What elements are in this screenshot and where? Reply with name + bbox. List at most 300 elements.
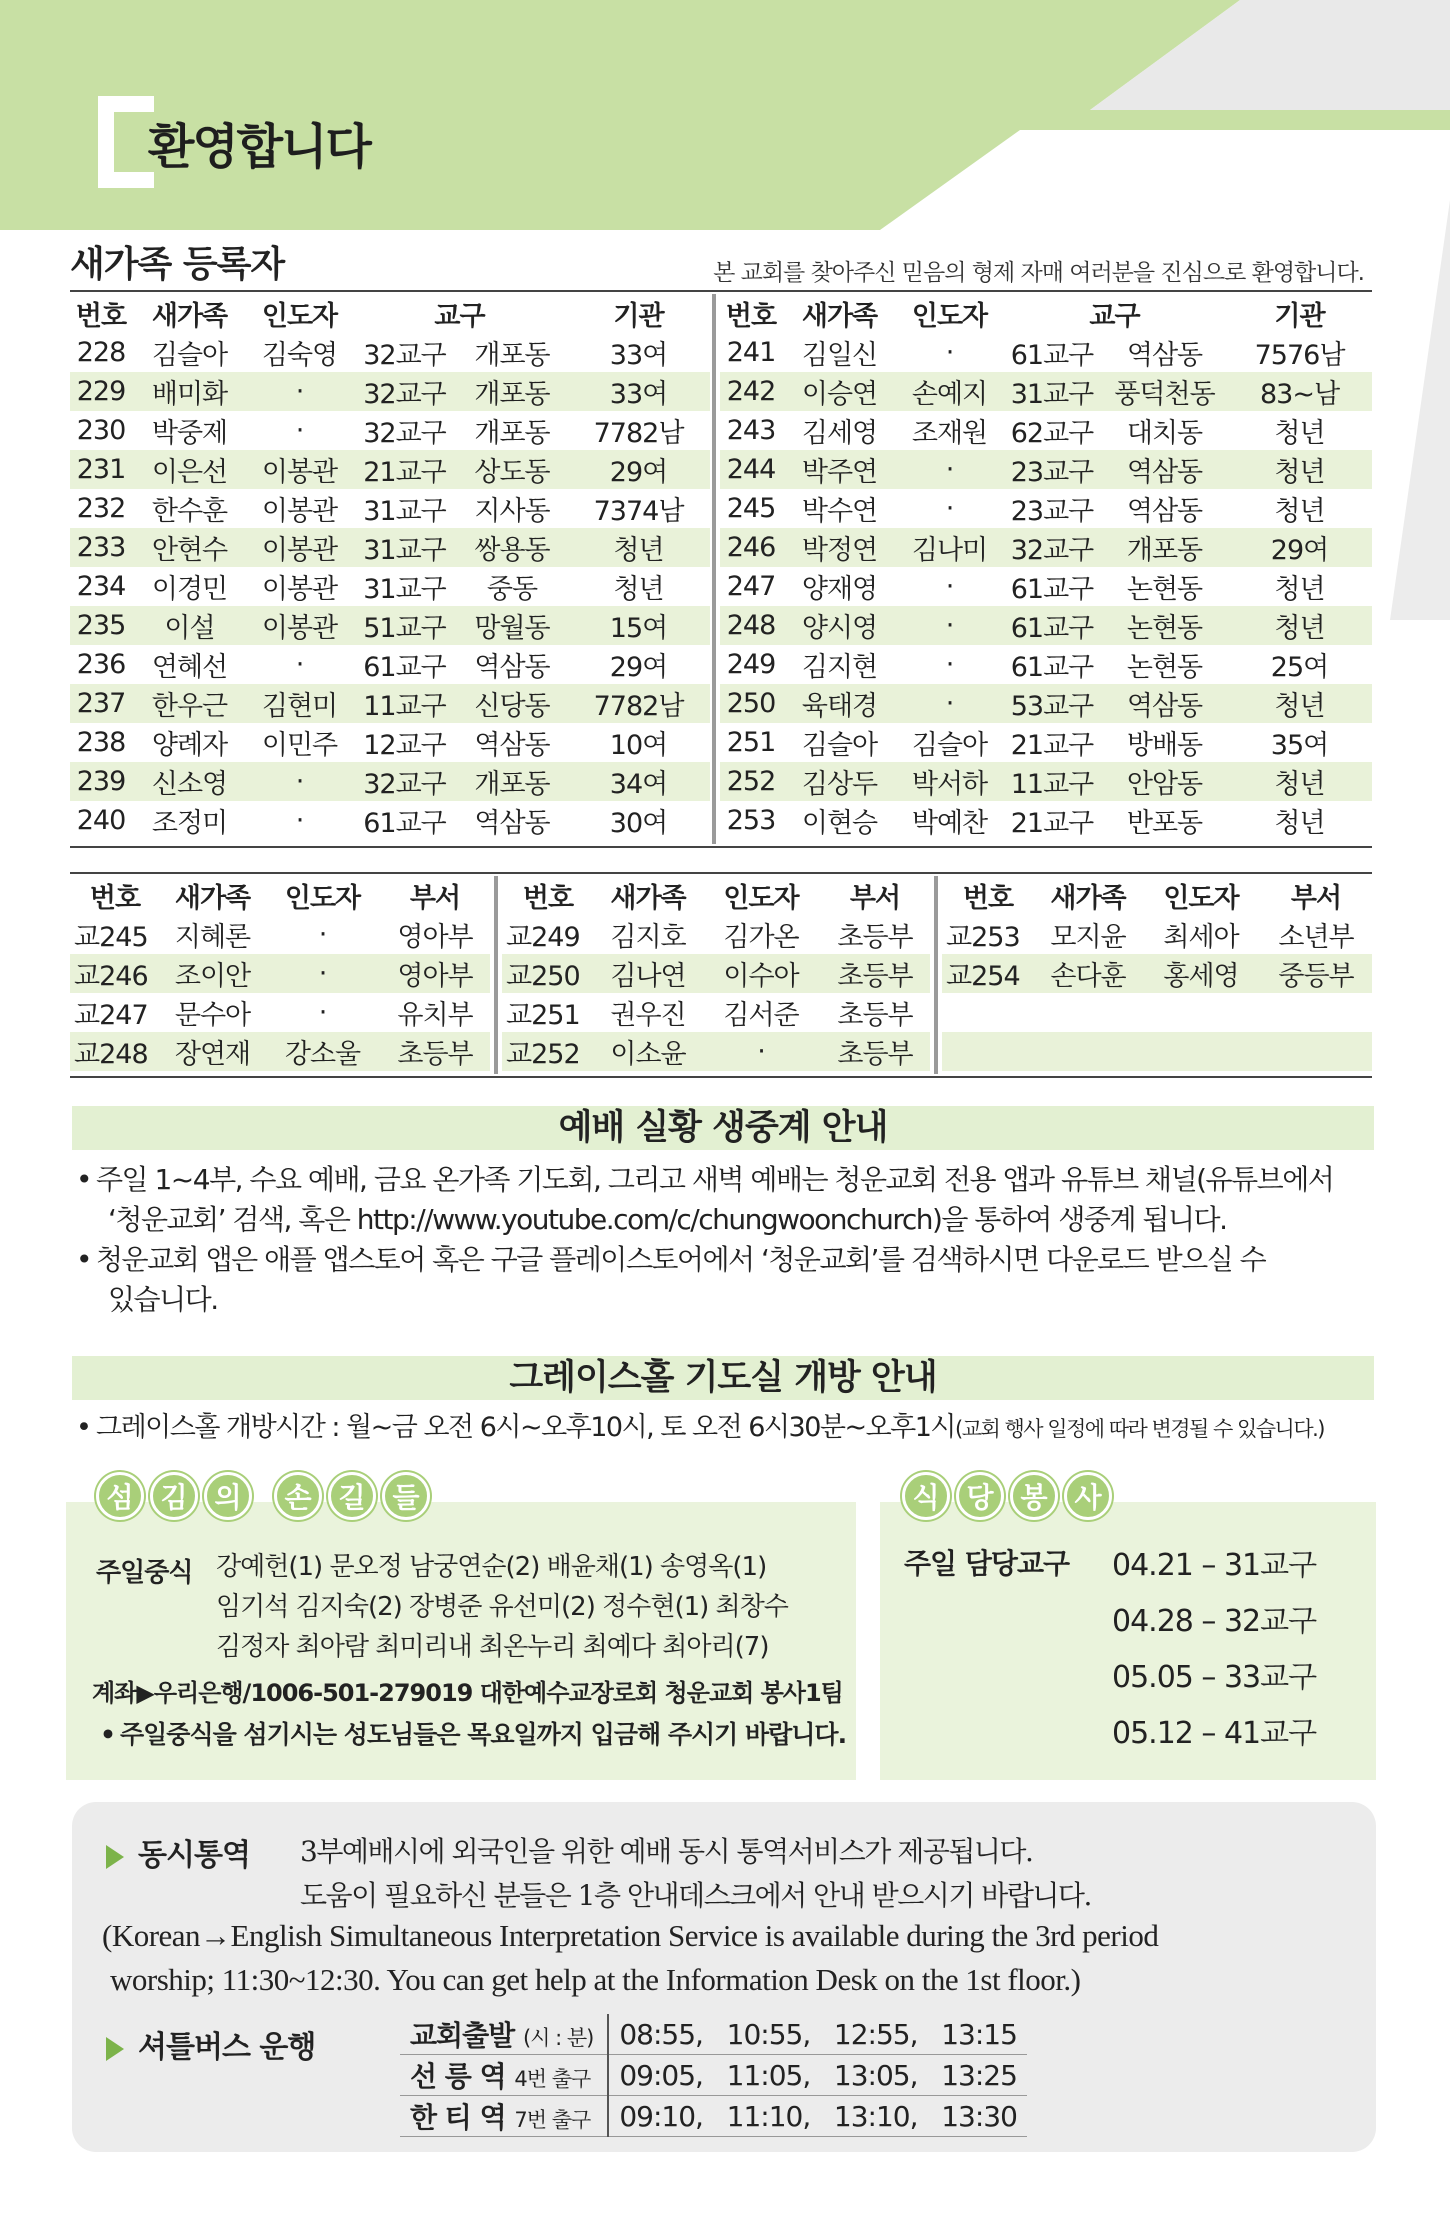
table-cell: 32교구 <box>363 340 446 371</box>
shuttle-stop-note: (시 : 분) <box>522 2026 594 2050</box>
table-cell: · <box>318 919 327 950</box>
table-cell: 교246 <box>70 954 160 993</box>
table-cell: 유치부 <box>397 1000 473 1031</box>
table-cell: 31교구 <box>352 528 457 567</box>
dining-badge: 당 <box>956 1472 1004 1520</box>
table-row <box>70 1032 490 1071</box>
broadcast-text <box>76 1160 1376 1320</box>
table-cell: 역삼동 <box>1126 340 1203 371</box>
table-cell: 7576남 <box>1254 340 1345 371</box>
table-cell: 역삼동 <box>1102 450 1227 489</box>
col-guide: 인도자 <box>723 883 799 914</box>
play-arrow-icon <box>106 2037 124 2061</box>
table-cell: 청년 <box>1227 762 1372 801</box>
table-row <box>720 801 1372 840</box>
table-cell: 250 <box>720 684 782 723</box>
table-row <box>70 723 710 762</box>
corner-decoration <box>1370 200 1450 620</box>
table-row <box>720 606 1372 645</box>
edu-table-top-rule <box>70 872 1372 874</box>
table-cell: 상도동 <box>457 450 567 489</box>
table-cell: 83~남 <box>1227 372 1372 411</box>
interpretation-english-2: worship; 11:30~12:30. You can get help at the Information Desk on the 1st floor.) <box>110 1962 1081 1997</box>
serving-line-1: 강예헌(1) 문오정 남궁연순(2) 배윤채(1) 송영옥(1) <box>216 1552 767 1582</box>
table-cell: · <box>945 649 954 680</box>
table-cell: 역삼동 <box>474 730 550 761</box>
table-cell: 61교구 <box>1010 574 1094 605</box>
table-cell: 240 <box>76 805 126 836</box>
serving-badge: 손 <box>274 1472 322 1520</box>
table-cell: 이봉관 <box>261 496 338 527</box>
table-cell: 이봉관 <box>247 450 352 489</box>
shuttle-label: 셔틀버스 운행 <box>138 2030 316 2065</box>
table-row <box>70 450 710 489</box>
table-cell: 논현동 <box>1126 652 1203 683</box>
table-cell: 신당동 <box>457 684 567 723</box>
table-cell: 김나연 <box>594 954 702 993</box>
table-cell: 최세아 <box>1163 922 1239 953</box>
col-guide: 인도자 <box>261 301 338 332</box>
table-cell: · <box>945 493 954 524</box>
table-cell: 김상두 <box>782 762 897 801</box>
table-row <box>70 372 710 411</box>
shuttle-stop <box>400 2014 608 2055</box>
table-cell: 박중제 <box>151 418 228 449</box>
table-cell: 21교구 <box>1010 808 1094 839</box>
table-cell: 한우근 <box>132 684 247 723</box>
table-row <box>720 567 1372 606</box>
table-cell: 교245 <box>74 922 148 953</box>
table-cell: 장연재 <box>160 1032 265 1071</box>
table-cell: 김일신 <box>801 340 878 371</box>
table-cell: 239 <box>70 762 132 801</box>
table-cell: 234 <box>76 571 126 602</box>
col-department: 부서 <box>849 883 901 914</box>
table-cell: 243 <box>726 415 776 446</box>
table-cell <box>1034 993 1142 1032</box>
table-cell: 253 <box>726 805 776 836</box>
table-cell: · <box>702 1032 820 1071</box>
table-cell: 249 <box>726 649 776 680</box>
table-cell: 초등부 <box>820 1032 930 1071</box>
table-cell: 23교구 <box>1002 450 1102 489</box>
table-cell: 23교구 <box>1010 496 1094 527</box>
table-cell: 15여 <box>567 606 710 645</box>
table-cell: 중동 <box>486 574 538 605</box>
serving-notice-text: 주일중식을 섬기시는 성도님들은 목요일까지 입금해 주시기 바랍니다. <box>120 1720 847 1749</box>
table-cell: 청년 <box>1227 450 1372 489</box>
interpretation-line-2: 도움이 필요하신 분들은 1층 안내데스크에서 안내 받으시기 바랍니다. <box>300 1879 1091 1912</box>
serving-line-2: 임기석 김지숙(2) 장병준 유선미(2) 정수현(1) 최창수 <box>216 1592 788 1622</box>
table-row <box>70 954 490 993</box>
table-row <box>502 915 930 954</box>
table-cell: · <box>295 805 304 836</box>
table-cell: 7782남 <box>593 418 684 449</box>
table-cell: 안암동 <box>1102 762 1227 801</box>
table-row <box>720 372 1372 411</box>
table-cell: 개포동 <box>457 372 567 411</box>
table-row <box>70 684 710 723</box>
table-cell: 252 <box>720 762 782 801</box>
table-cell: 개포동 <box>474 340 550 371</box>
shuttle-stop-note: 4번 출구 <box>514 2067 591 2091</box>
table-bottom-rule <box>70 846 1372 848</box>
table-cell: 김지현 <box>801 652 878 683</box>
newcomers-table-right <box>720 294 1372 840</box>
bullet-1-line-1: 주일 1~4부, 수요 예배, 금요 온가족 기도회, 그리고 새벽 예배는 청운교회 전용 앱과 유튜브 채널(유튜브에서 <box>96 1163 1334 1196</box>
table-top-rule <box>70 290 1372 292</box>
table-row <box>720 450 1372 489</box>
table-cell: 이봉관 <box>247 528 352 567</box>
title-bracket <box>98 96 154 188</box>
table-cell: 청년 <box>1227 606 1372 645</box>
table-cell: · <box>897 684 1002 723</box>
table-cell: 242 <box>720 372 782 411</box>
table-cell: 7782남 <box>567 684 710 723</box>
table-cell: 229 <box>70 372 132 411</box>
shuttle-times: 09:05, 11:05, 13:05, 13:25 <box>619 2058 1017 2092</box>
serving-badge: 의 <box>204 1472 252 1520</box>
table-row <box>70 606 710 645</box>
table-cell: 박예찬 <box>911 808 988 839</box>
edu-table-bottom-rule <box>70 1076 1372 1078</box>
table-cell: 25여 <box>1270 652 1329 683</box>
table-cell: · <box>897 606 1002 645</box>
col-number: 번호 <box>75 301 127 332</box>
table-cell: 역삼동 <box>1126 496 1203 527</box>
table-cell <box>1260 993 1372 1032</box>
table-cell: 소년부 <box>1278 922 1354 953</box>
shuttle-stop-name: 선 릉 역 <box>410 2060 506 2093</box>
table-cell: 61교구 <box>1010 652 1094 683</box>
edu-table-3 <box>942 876 1372 1071</box>
col-guide: 인도자 <box>1163 883 1239 914</box>
table-cell <box>942 993 1034 1032</box>
serving-line-3: 김정자 최아람 최미리내 최온누리 최예다 최아리(7) <box>216 1632 769 1662</box>
serving-badge: 들 <box>382 1472 430 1520</box>
table-cell: 236 <box>76 649 126 680</box>
table-cell: 29여 <box>567 450 710 489</box>
table-row <box>720 528 1372 567</box>
serving-label: 주일중식 <box>96 1558 193 1588</box>
table-cell: 이소윤 <box>594 1032 702 1071</box>
table-row <box>942 954 1372 993</box>
interpretation-english-1: (Korean→English Simultaneous Interpretation Service is available during the 3rd period <box>102 1918 1159 1953</box>
bullet-icon: • <box>76 1412 91 1443</box>
interpretation-label-row <box>106 1830 250 1874</box>
table-row <box>720 762 1372 801</box>
table-cell: 246 <box>720 528 782 567</box>
serving-badge: 김 <box>150 1472 198 1520</box>
table-row <box>942 915 1372 954</box>
table-cell: 21교구 <box>1010 730 1094 761</box>
table-cell: 230 <box>76 415 126 446</box>
dining-item: 04.28 – 32교구 <box>1112 1604 1317 1639</box>
table-cell: · <box>247 762 352 801</box>
table-cell: 박서하 <box>897 762 1002 801</box>
table-row <box>720 723 1372 762</box>
table-row <box>70 333 710 372</box>
table-cell: 235 <box>70 606 132 645</box>
table-cell: 이경민 <box>151 574 228 605</box>
table-cell: 이승연 <box>782 372 897 411</box>
dining-label: 주일 담당교구 <box>904 1547 1070 1580</box>
table-cell: 248 <box>720 606 782 645</box>
column-divider <box>712 294 716 844</box>
table-cell: 31교구 <box>363 496 446 527</box>
table-cell: 박정연 <box>782 528 897 567</box>
table-cell: 34여 <box>567 762 710 801</box>
table-cell: 12교구 <box>363 730 446 761</box>
col-newcomer: 새가족 <box>151 301 228 332</box>
table-cell: 교253 <box>946 922 1020 953</box>
table-cell: 양례자 <box>151 730 228 761</box>
table-cell: 228 <box>76 337 126 368</box>
table-cell: 신소영 <box>132 762 247 801</box>
table-cell: 손다훈 <box>1034 954 1142 993</box>
table-row <box>70 489 710 528</box>
table-cell: 61교구 <box>363 808 446 839</box>
shuttle-stop-name: 교회출발 <box>410 2019 515 2052</box>
table-cell: 한수훈 <box>151 496 228 527</box>
table-cell: 교252 <box>502 1032 594 1071</box>
shuttle-row <box>400 2055 1027 2096</box>
shuttle-times: 08:55, 10:55, 12:55, 13:15 <box>619 2017 1017 2051</box>
shuttle-stop-note: 7번 출구 <box>514 2108 591 2132</box>
table-cell: 32교구 <box>1002 528 1102 567</box>
table-cell: 교254 <box>942 954 1034 993</box>
grace-hall-hours: 그레이스홀 개방시간 : 월~금 오전 6시~오후10시, 토 오전 6시30분~오후1시 <box>96 1412 956 1443</box>
bullet-2-line-2: 있습니다. <box>108 1283 218 1316</box>
table-cell: 11교구 <box>1002 762 1102 801</box>
newcomers-title: 새가족 등록자 <box>70 244 285 285</box>
serving-badge: 길 <box>328 1472 376 1520</box>
edu-table-1 <box>70 876 490 1071</box>
serving-badges <box>96 1472 430 1520</box>
table-cell: 영아부 <box>380 954 490 993</box>
shuttle-row <box>400 2014 1027 2055</box>
shuttle-table <box>400 2014 1027 2137</box>
broadcast-bullet-2 <box>76 1240 1376 1280</box>
dining-item: 04.21 – 31교구 <box>1112 1548 1317 1583</box>
shuttle-stop <box>400 2096 608 2137</box>
table-cell: 이설 <box>132 606 247 645</box>
shuttle-times: 09:10, 11:10, 13:10, 13:30 <box>619 2099 1017 2133</box>
table-cell: 김나미 <box>897 528 1002 567</box>
col-newcomer: 새가족 <box>174 883 251 914</box>
col-group: 기관 <box>1274 301 1325 332</box>
col-parish: 교구 <box>1089 301 1140 332</box>
table-row <box>502 993 930 1032</box>
serving-badge: 섬 <box>96 1472 144 1520</box>
col-department: 부서 <box>409 883 461 914</box>
shuttle-stop-name: 한 티 역 <box>410 2101 506 2134</box>
table-cell: 역삼동 <box>474 652 550 683</box>
table-cell: 이현승 <box>801 808 878 839</box>
table-cell: 7374남 <box>593 496 684 527</box>
table-cell: 박주연 <box>782 450 897 489</box>
table-cell: 김지호 <box>610 922 686 953</box>
table-cell: 245 <box>726 493 776 524</box>
table-row <box>942 1032 1372 1071</box>
table-row <box>70 993 490 1032</box>
table-row <box>720 489 1372 528</box>
table-cell: 연혜선 <box>151 652 228 683</box>
table-cell: 29여 <box>1227 528 1372 567</box>
table-cell: 강소울 <box>265 1032 380 1071</box>
table-header-row <box>720 294 1372 333</box>
table-cell: 조정미 <box>151 808 228 839</box>
table-cell: 김슬아 <box>911 730 988 761</box>
table-cell: 역삼동 <box>1102 684 1227 723</box>
table-cell: 청년 <box>1274 496 1325 527</box>
table-row <box>720 684 1372 723</box>
play-arrow-icon <box>106 1845 124 1869</box>
table-cell: · <box>945 571 954 602</box>
shuttle-label-row <box>106 2022 315 2066</box>
table-cell: 초등부 <box>837 922 913 953</box>
dining-badges <box>902 1472 1112 1520</box>
table-cell: 김현미 <box>247 684 352 723</box>
table-cell: 33여 <box>609 340 668 371</box>
table-row <box>70 528 710 567</box>
table-cell: 김숙영 <box>261 340 338 371</box>
table-header-row <box>70 294 710 333</box>
table-cell: 배미화 <box>132 372 247 411</box>
table-cell: 청년 <box>1274 574 1325 605</box>
table-cell: 이봉관 <box>247 606 352 645</box>
edu-table-2 <box>502 876 930 1071</box>
table-cell: 61교구 <box>363 652 446 683</box>
table-cell: 지사동 <box>474 496 550 527</box>
table-cell: 10여 <box>609 730 668 761</box>
dining-item: 05.12 – 41교구 <box>1112 1716 1317 1751</box>
table-row <box>502 1032 930 1071</box>
table-cell: 61교구 <box>1002 606 1102 645</box>
grace-hall-text <box>76 1408 1376 1449</box>
table-row <box>70 567 710 606</box>
table-cell: 논현동 <box>1102 606 1227 645</box>
table-header-row <box>942 876 1372 915</box>
table-cell: 방배동 <box>1126 730 1203 761</box>
table-cell: · <box>295 649 304 680</box>
table-cell: 30여 <box>609 808 668 839</box>
table-cell: 이은선 <box>132 450 247 489</box>
col-parish: 교구 <box>434 301 485 332</box>
table-cell: 교250 <box>502 954 594 993</box>
col-number: 번호 <box>962 883 1014 914</box>
table-cell: 교249 <box>506 922 580 953</box>
table-cell: 241 <box>726 337 776 368</box>
col-newcomer: 새가족 <box>801 301 878 332</box>
table-cell: 역삼동 <box>474 808 550 839</box>
table-cell: 29여 <box>609 652 668 683</box>
bullet-icon: • <box>100 1720 115 1749</box>
interpretation-label: 동시통역 <box>138 1838 250 1873</box>
col-number: 번호 <box>522 883 574 914</box>
broadcast-heading: 예배 실황 생중계 안내 <box>72 1106 1374 1150</box>
table-cell: 지혜론 <box>174 922 251 953</box>
table-row <box>70 801 710 840</box>
table-cell: 개포동 <box>457 762 567 801</box>
table-cell: 김슬아 <box>801 730 878 761</box>
table-row <box>942 993 1372 1032</box>
table-cell: 초등부 <box>820 954 930 993</box>
table-cell: 권우진 <box>610 1000 686 1031</box>
table-cell: 32교구 <box>363 418 446 449</box>
table-cell: 개포동 <box>1102 528 1227 567</box>
table-cell <box>1260 1032 1372 1071</box>
page-title: 환영합니다 <box>148 119 370 175</box>
grace-hall-note: (교회 행사 일정에 따라 변경될 수 있습니다.) <box>955 1417 1324 1441</box>
col-department: 부서 <box>1290 883 1342 914</box>
table-cell: 교247 <box>74 1000 148 1031</box>
table-cell: 김세영 <box>801 418 878 449</box>
table-cell: 이수아 <box>702 954 820 993</box>
col-number: 번호 <box>89 883 141 914</box>
col-group: 기관 <box>613 301 664 332</box>
grace-hall-heading: 그레이스홀 기도실 개방 안내 <box>72 1356 1374 1400</box>
table-cell: 53교구 <box>1002 684 1102 723</box>
bullet-icon: • <box>76 1243 92 1276</box>
table-header-row <box>502 876 930 915</box>
table-cell: 청년 <box>567 528 710 567</box>
table-row <box>70 762 710 801</box>
table-cell: 233 <box>70 528 132 567</box>
table-cell: 244 <box>720 450 782 489</box>
table-cell: 개포동 <box>474 418 550 449</box>
table-cell: 초등부 <box>837 1000 913 1031</box>
table-cell: 청년 <box>1227 684 1372 723</box>
table-cell: · <box>897 450 1002 489</box>
column-divider <box>494 876 498 1074</box>
serving-notice <box>100 1716 846 1754</box>
table-cell: 31교구 <box>363 574 446 605</box>
table-row <box>70 411 710 450</box>
table-cell: 조재원 <box>911 418 988 449</box>
table-cell: 김가온 <box>723 922 799 953</box>
table-cell: 231 <box>70 450 132 489</box>
table-cell: 237 <box>70 684 132 723</box>
table-cell: 문수아 <box>174 1000 251 1031</box>
newcomers-table-left <box>70 294 710 840</box>
table-cell: 교248 <box>70 1032 160 1071</box>
table-cell: 33여 <box>567 372 710 411</box>
table-cell: 232 <box>76 493 126 524</box>
table-cell: 대치동 <box>1126 418 1203 449</box>
table-cell: · <box>295 415 304 446</box>
table-cell: · <box>247 372 352 411</box>
table-cell: 62교구 <box>1010 418 1094 449</box>
table-cell: 모지윤 <box>1050 922 1126 953</box>
dining-badge: 봉 <box>1010 1472 1058 1520</box>
table-cell: 32교구 <box>352 762 457 801</box>
table-cell: 홍세영 <box>1142 954 1260 993</box>
table-cell: 247 <box>726 571 776 602</box>
table-cell: · <box>318 997 327 1028</box>
table-cell: 쌍용동 <box>457 528 567 567</box>
table-cell: 이민주 <box>261 730 338 761</box>
table-cell: 중등부 <box>1260 954 1372 993</box>
interpretation-line-1: 3부예배시에 외국인을 위한 예배 동시 통역서비스가 제공됩니다. <box>300 1835 1033 1868</box>
table-cell: 초등부 <box>380 1032 490 1071</box>
table-cell: 251 <box>726 727 776 758</box>
table-cell: 61교구 <box>1010 340 1094 371</box>
bullet-icon: • <box>76 1163 92 1196</box>
table-header-row <box>70 876 490 915</box>
table-cell: 35여 <box>1270 730 1329 761</box>
table-cell: 조이안 <box>160 954 265 993</box>
